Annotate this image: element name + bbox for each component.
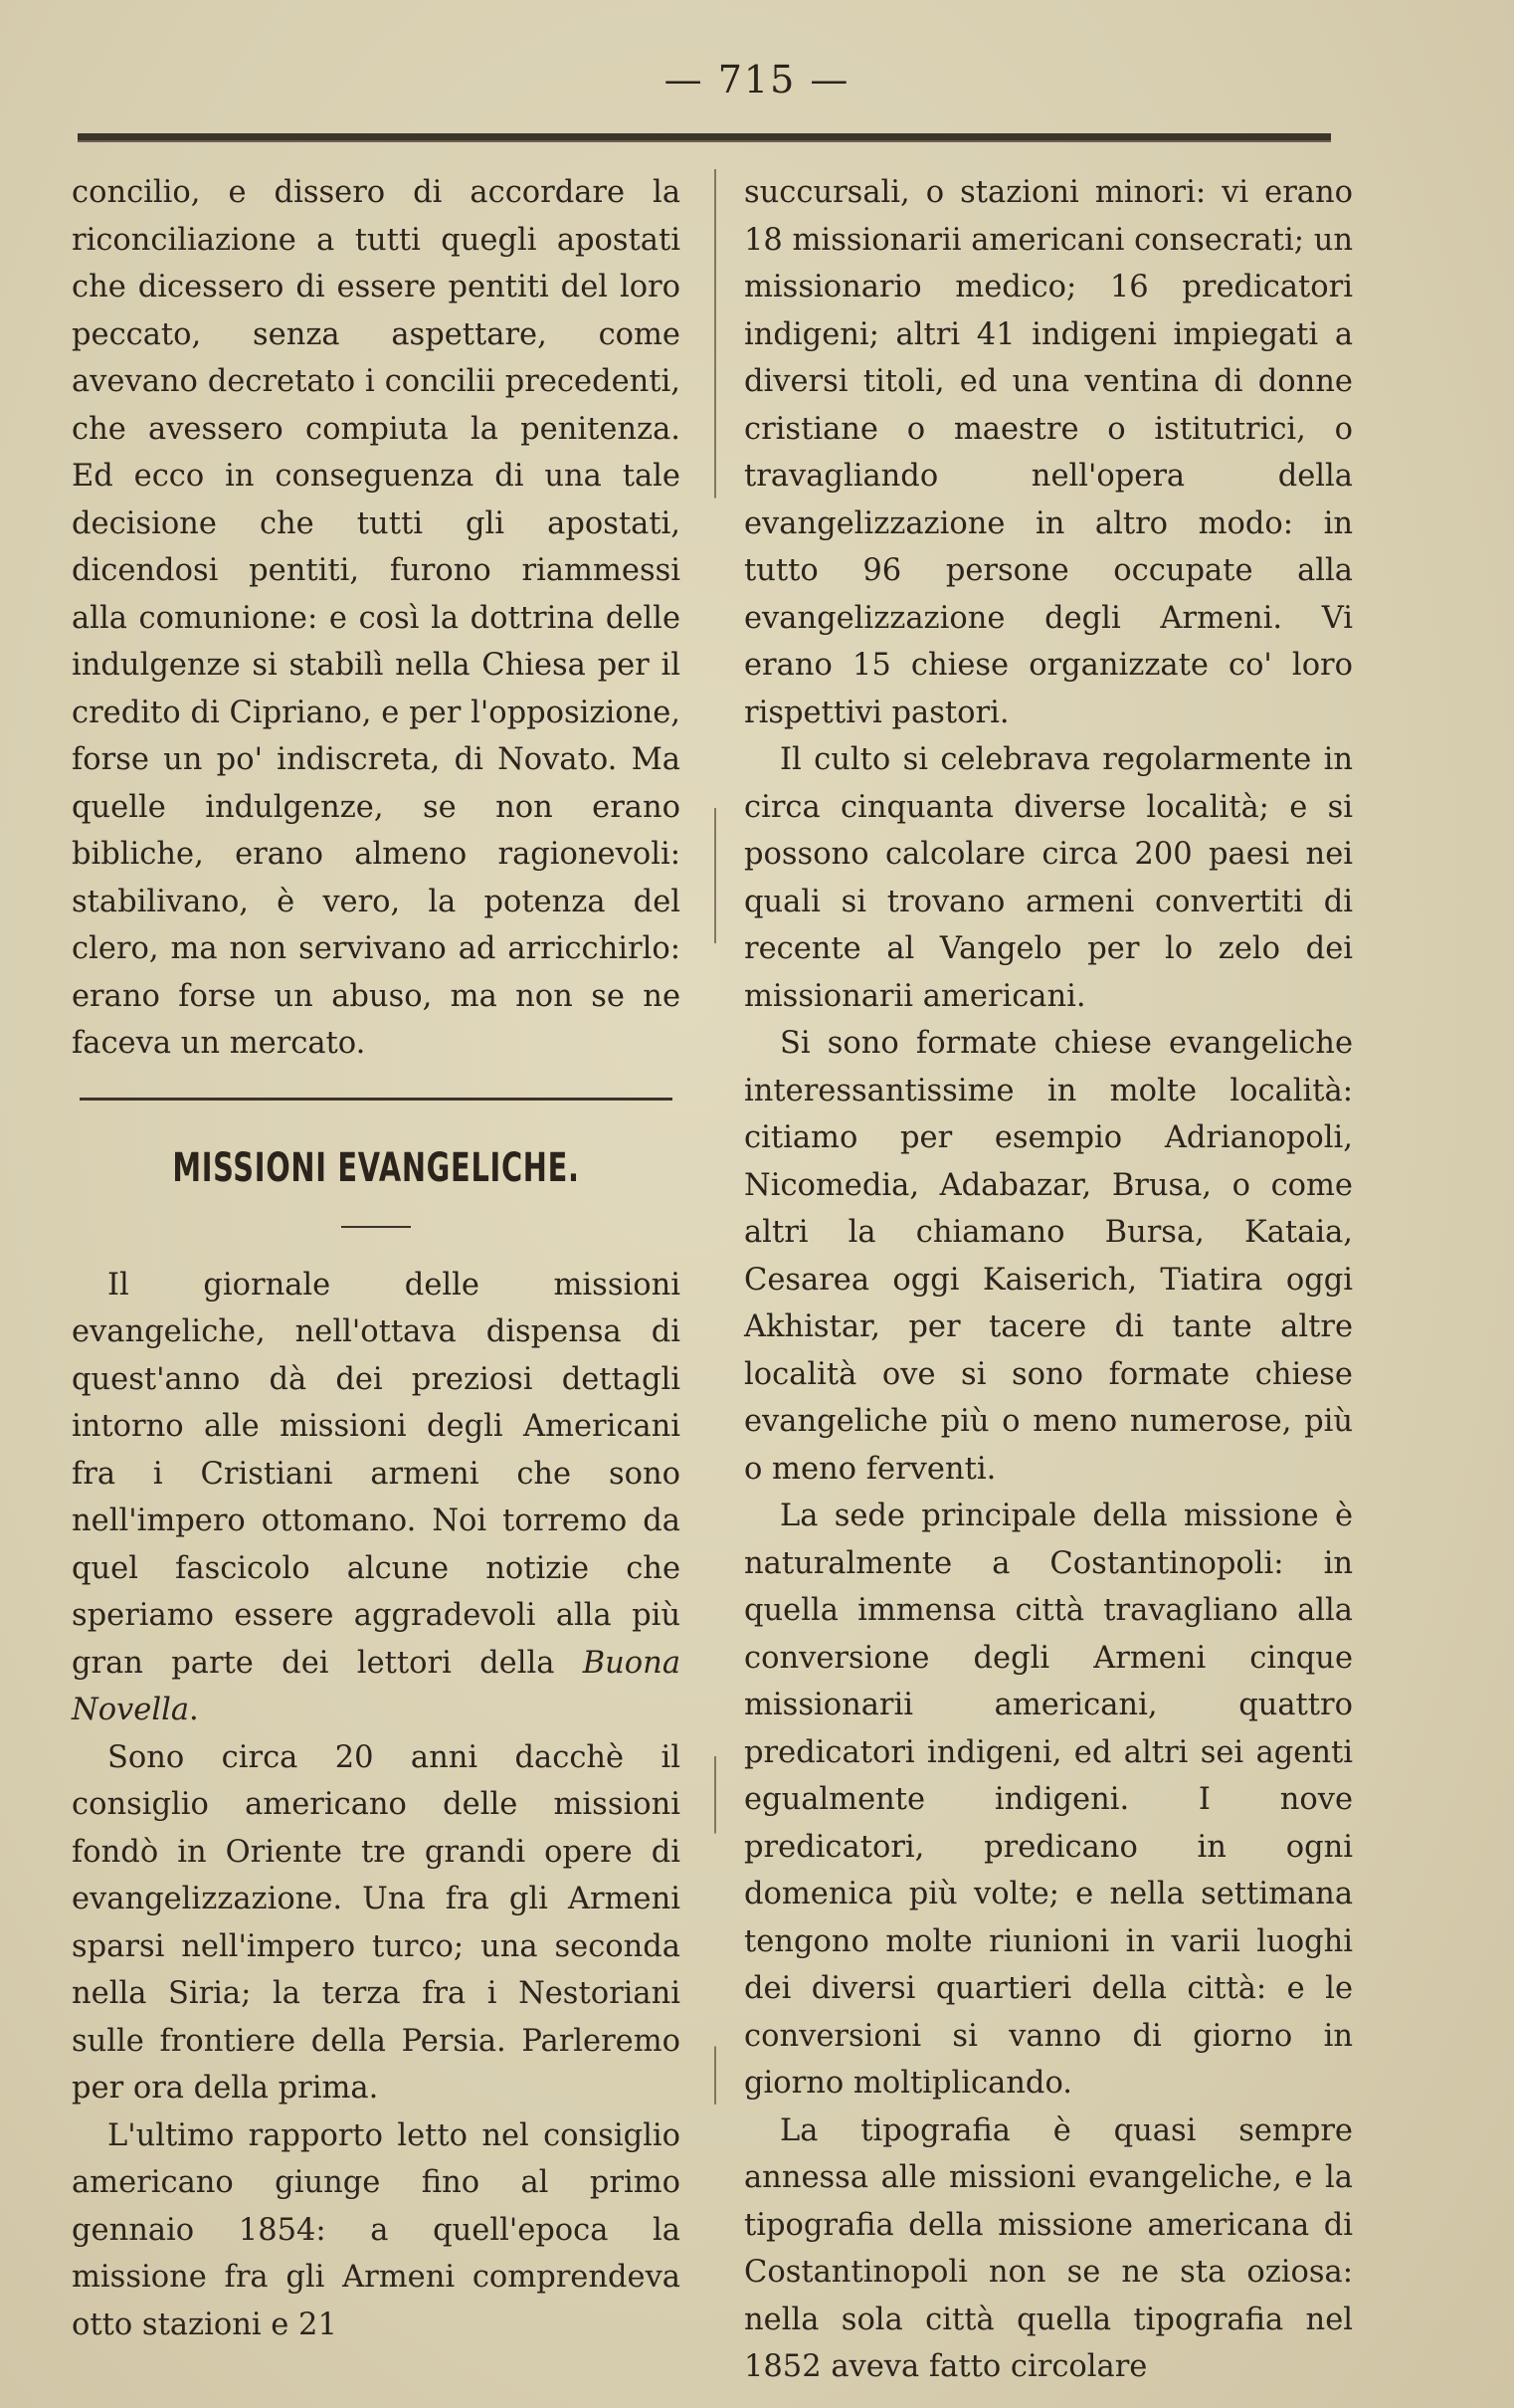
paragraph-worship: Il culto si celebrava regolarmente in circa cinquanta diverse località; e si possono calcolare circa 200 paesi nei quali si trovano armeni convertiti di recente al Vangelo per lo zelo dei missionarii americani. — [744, 742, 1353, 1014]
paragraph-intro — [72, 1262, 680, 1734]
section-divider — [80, 1098, 672, 1101]
header-rule — [78, 133, 1331, 142]
page-number: — 715 — — [663, 58, 851, 101]
paragraph-intro-end: . — [189, 1693, 199, 1727]
continuation-paragraph: concilio, e dissero di accordare la riconciliazione a tutti quegli apostati che dicessero di essere pentiti del loro peccato, senza aspettare, come avevano decretato i concilii precedenti, che avessero compiuta la penitenza. Ed ecco in conseguenza di una tale decisione che tutti gli apostati, dicendosi pentiti, furono riammessi alla comunione: e così la dottrina delle indulgenze si stabilì nella Chiesa per il credito di Cipriano, e per l'opposizione, forse un po' indiscreta, di Novato. Ma quelle indulgenze, se non erano bibliche, erano almeno ragionevoli: stabilivano, è vero, la potenza del clero, ma non servivano ad arricchirlo: erano forse un abuso, ma non se ne faceva un mercato. — [72, 175, 680, 1061]
journal-title: Buona Novella — [72, 1645, 680, 1727]
column-divider — [714, 169, 716, 2105]
right-column — [744, 169, 1353, 2391]
title-underline — [341, 1226, 411, 1228]
paragraph-history: Sono circa 20 anni dacchè il consiglio americano delle missioni fondò in Oriente tre grandi opere di evangelizzazione. Una fra gli Armeni sparsi nell'impero turco; una seconda nella Siria; la terza fra i Nestoriani sulle frontiere della Persia. Parleremo per ora della prima. — [72, 1739, 680, 2106]
paragraph-intro-text: Il giornale delle missioni evangeliche, nell'ottava dispensa di quest'anno dà dei preziosi dettagli intorno alle missioni degli Americani fra i Cristiani armeni che sono nell'impero ottomano. Noi torremo da quel fascicolo alcune notizie che speriamo essere aggradevoli alla più gran parte dei lettori della — [72, 1267, 680, 1681]
paragraph-printing: La tipografia è quasi sempre annessa alle missioni evangeliche, e la tipografia della missione americana di Costantinopoli non se ne sta oziosa: nella sola città quella tipografia nel 1852 aveva fatto circolare — [744, 2112, 1353, 2384]
left-column — [72, 169, 680, 2348]
paragraph-churches: Si sono formate chiese evangeliche interessantissime in molte località: citiamo per esempio Adrianopoli, Nicomedia, Adabazar, Brusa, o come altri la chiamano Bursa, Kataia, Cesarea oggi Kaiserich, Tiatira oggi Akhistar, per tacere di tante altre località ove si sono formate chiese evangeliche più o meno numerose, più o meno ferventi. — [744, 1026, 1353, 1487]
paragraph-constantinople: La sede principale della missione è naturalmente a Costantinopoli: in quella immensa città travagliano alla conversione degli Armeni cinque missionarii americani, quattro predicatori indigeni, ed altri sei agenti egualmente indigeni. I nove predicatori, predicano in ogni domenica più volte; e nella settimana tengono molte riunioni in varii luoghi dei diversi quartieri della città: e le conversioni si vanno di giorno in giorno moltiplicando. — [744, 1499, 1353, 2101]
section-title: MISSIONI EVANGELICHE. — [172, 1144, 580, 1191]
paragraph-stations: succursali, o stazioni minori: vi erano 18 missionarii americani consecrati; un missionario medico; 16 predicatori indigeni; altri 41 indigeni impiegati a diversi titoli, ed una ventina di donne cristiane o maestre o istitutrici, o travagliando nell'opera della evangelizzazione in altro modo: in tutto 96 persone occupate alla evangelizzazione degli Armeni. Vi erano 15 chiese organizzate co' loro rispettivi pastori. — [744, 175, 1353, 730]
paragraph-report: L'ultimo rapporto letto nel consiglio americano giunge fino al primo gennaio 1854: a quell'epoca la missione fra gli Armeni comprendeva otto stazioni e 21 — [72, 2117, 680, 2342]
